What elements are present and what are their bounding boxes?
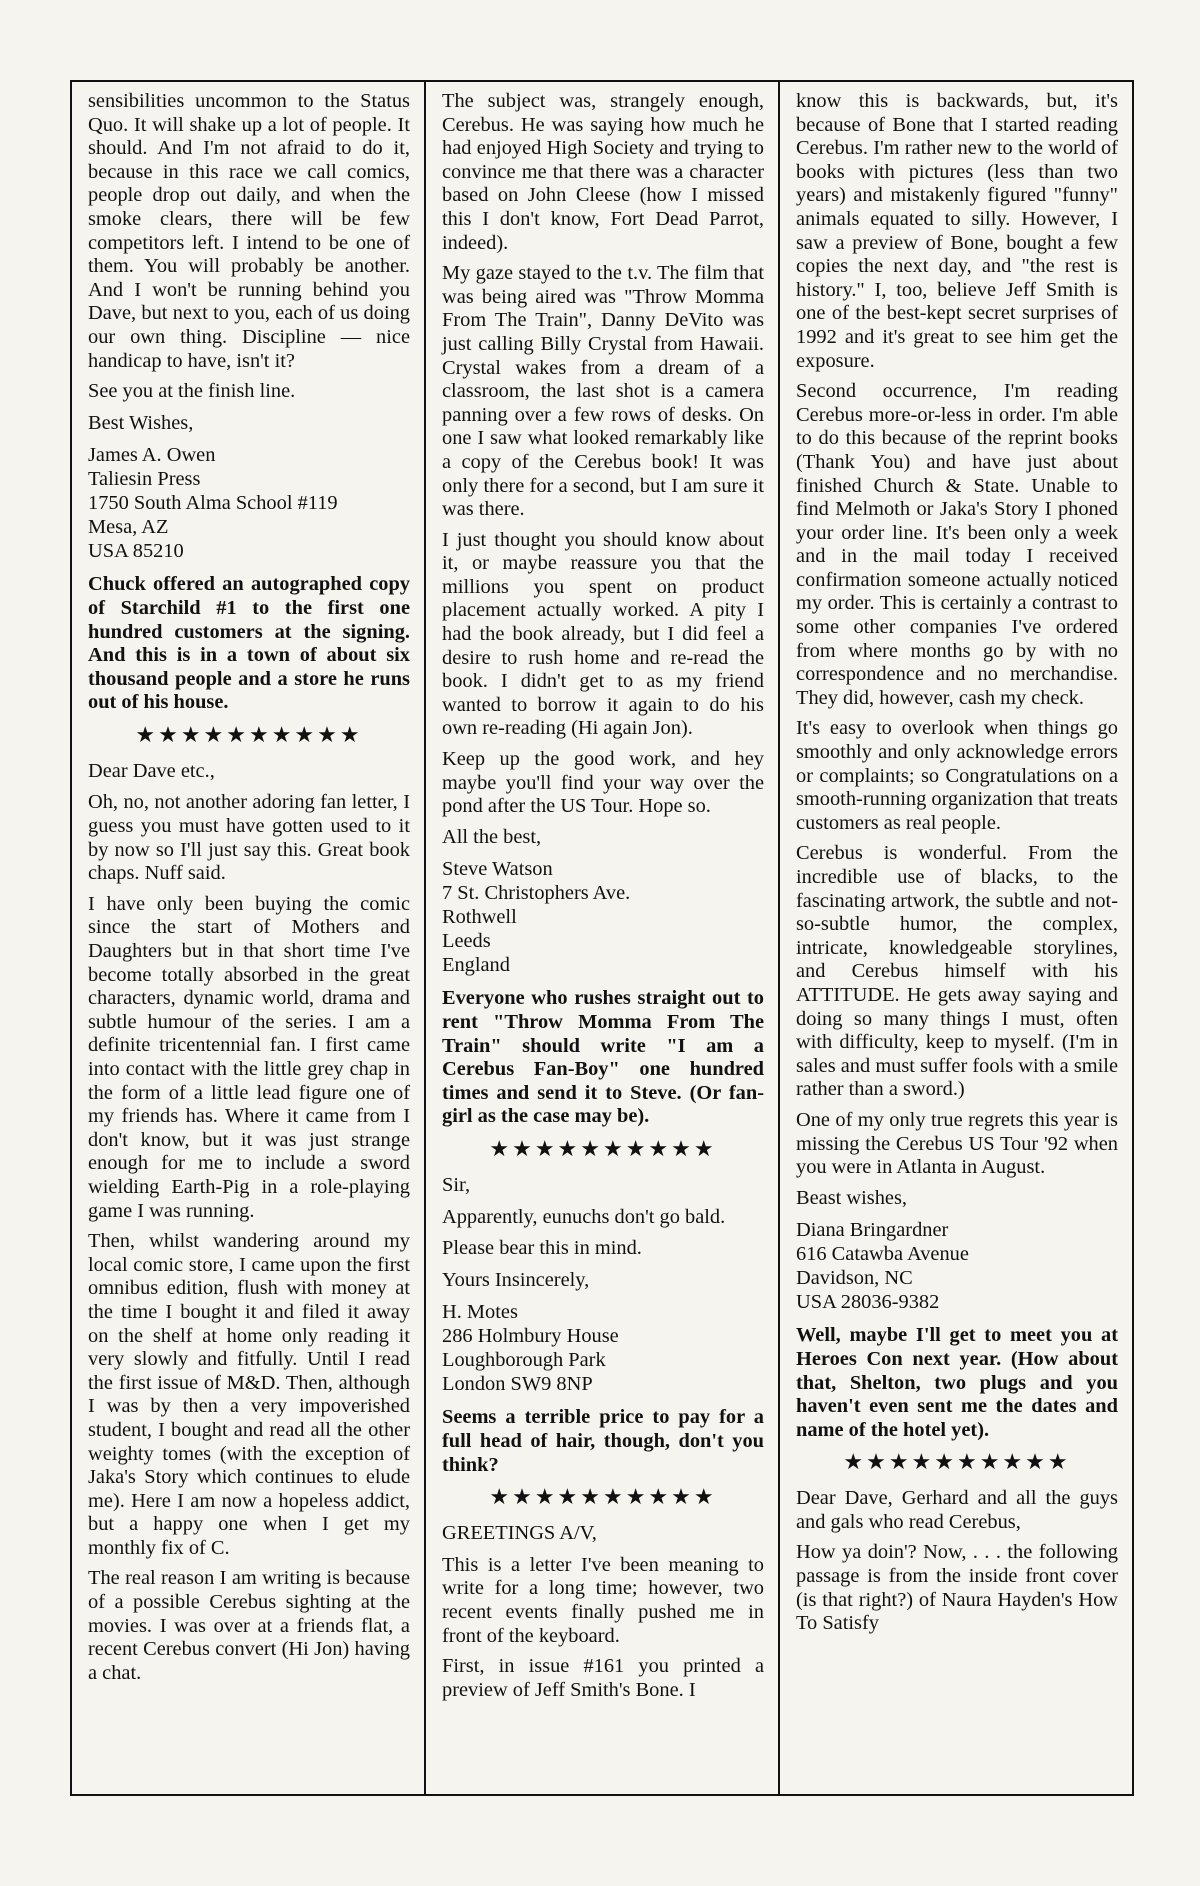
- address-line: James A. Owen: [88, 444, 216, 467]
- letter-paragraph: First, in issue #161 you printed a preview of Jeff Smith's Bone. I: [442, 1655, 764, 1701]
- letter-paragraph: I just thought you should know about it, or maybe reassure you that the millions you spent on product placement actually worked. A pity I had the book already, but I did feel a desire to rush home and re-read the book. I didn't get to as my friend wanted to borrow it again to do his own re-reading (Hi again Jon).: [442, 528, 764, 740]
- letter-paragraph: Cerebus is wonderful. From the incredible use of blacks, to the fascinating artwork, the subtle and not-so-subtle humor, the complex, intricate, knowledgeable storylines, and Cerebus himself with his ATTITUDE. He gets away saying and doing so many things I must, often with difficulty, keep to myself. (I'm in sales and must suffer fools with a smile rather than a sword.): [796, 842, 1118, 1101]
- address-line: Steve Watson: [442, 858, 553, 881]
- address-line: USA 85210: [88, 540, 184, 563]
- address-line: Leeds: [442, 930, 491, 953]
- letter-paragraph: Oh, no, not another adoring fan letter, I guess you must have gotten used to it by now so I'll just say this. Great book chaps. Nuff said.: [88, 791, 410, 885]
- letter-signoff: All the best,: [442, 825, 542, 848]
- letter-paragraph: The subject was, strangely enough, Cerebus. He was saying how much he had enjoyed High Society and trying to convince me that there was a character based on John Cleese (how I missed this I don't know, Fort Dead Parrot, indeed).: [442, 90, 764, 254]
- letter-paragraph: It's easy to overlook when things go smoothly and only acknowledge errors or complaints; so Congratulations on a smooth-running organization that treats customers as real people.: [796, 717, 1118, 834]
- letter-paragraph: Apparently, eunuchs don't go bald.: [442, 1205, 726, 1228]
- letter-paragraph: Then, whilst wandering around my local comic store, I came upon the first omnibus edition, flush with money at the time I bought it and filed it away on the shelf at home only reading it very slowly and fitfully. Until I read the first issue of M&D. Then, although I was by then a very impoverished student, I bought and read all the other weighty tomes (with the exception of Jaka's Story which continues to elude me). Here I am now a hopeless addict, but a happy one when I get my monthly fix of C.: [88, 1230, 410, 1559]
- star-divider: ★★★★★★★★★★: [843, 1449, 1071, 1475]
- star-divider: ★★★★★★★★★★: [135, 721, 363, 747]
- letter-paragraph: This is a letter I've been meaning to write for a long time; however, two recent events finally pushed me in front of the keyboard.: [442, 1553, 764, 1647]
- letter-paragraph: How ya doin'? Now, . . . the following passage is from the inside front cover (is that right?) of Naura Hayden's How To Satisfy: [796, 1541, 1118, 1635]
- letter-paragraph: Please bear this in mind.: [442, 1237, 642, 1260]
- address-line: 616 Catawba Avenue: [796, 1243, 969, 1266]
- address-line: Taliesin Press: [88, 468, 201, 491]
- letter-paragraph: sensibilities uncommon to the Status Quo. It will shake up a lot of people. It should. And I'm not afraid to do it, because in this race we call comics, people drop out daily, and when the smoke clears, there will be few competitors left. I intend to be one of them. You will probably be another. And I won't be running behind you Dave, but next to you, each of us doing our own thing. Discipline — nice handicap to have, isn't it?: [88, 90, 410, 372]
- address-line: USA 28036-9382: [796, 1291, 940, 1314]
- column-3: [778, 82, 1132, 1794]
- address-line: Diana Bringardner: [796, 1219, 949, 1242]
- letter-address: [796, 1218, 1118, 1314]
- address-line: Mesa, AZ: [88, 516, 169, 539]
- letter-paragraph: My gaze stayed to the t.v. The film that was being aired was "Throw Momma From The Train", Danny DeVito was just calling Billy Crystal from Hawaii. Crystal wakes from a dream of a classroom, the last shot is a camera panning over a few rows of desks. On one I saw what looked remarkably like a copy of the Cerebus book! It was only there for a second, but I am sure it was there.: [442, 262, 764, 521]
- star-divider: ★★★★★★★★★★: [489, 1484, 717, 1510]
- letter-paragraph: The real reason I am writing is because of a possible Cerebus sighting at the movies. I was over at a friends flat, a recent Cerebus convert (Hi Jon) having a chat.: [88, 1567, 410, 1684]
- letters-page: [70, 80, 1134, 1796]
- letter-paragraph: I have only been buying the comic since the start of Mothers and Daughters but in that short time I've become totally absorbed in the great characters, dynamic world, drama and subtle humour of the series. I am a definite tricentennial fan. I first came into contact with the little grey chap in the form of a little lead figure one of my friends has. Where it came from I don't know, but it was just strange enough for me to include a sword wielding Earth-Pig in a role-playing game I was running.: [88, 892, 410, 1222]
- address-line: Davidson, NC: [796, 1267, 913, 1290]
- editor-reply: Seems a terrible price to pay for a full head of hair, though, don't you think?: [442, 1406, 764, 1476]
- letter-signoff: Yours Insincerely,: [442, 1268, 590, 1291]
- letter-signoff: Beast wishes,: [796, 1186, 908, 1209]
- editor-reply: Everyone who rushes straight out to rent "Throw Momma From The Train" should write "I am a Cerebus Fan-Boy" one hundred times and send it to Steve. (Or fan-girl as the case may be).: [442, 987, 764, 1128]
- letter-address: [442, 857, 764, 977]
- letter-salutation: Dear Dave etc.,: [88, 759, 215, 782]
- letter-paragraph: Second occurrence, I'm reading Cerebus more-or-less in order. I'm able to do this because of the reprint books (Thank You) and have just about finished Church & State. Unable to find Melmoth or Jaka's Story I phoned your order line. It's been only a week and in the mail today I received confirmation someone actually noticed my order. This is certainly a contrast to some other companies I've ordered from where months go by with no correspondence and no merchandise. They did, however, cash my check.: [796, 380, 1118, 709]
- editor-reply: Chuck offered an autographed copy of Starchild #1 to the first one hundred customers at the signing. And this is in a town of about six thousand people and a store he runs out of his house.: [88, 573, 410, 714]
- address-line: 1750 South Alma School #119: [88, 492, 338, 515]
- star-divider: ★★★★★★★★★★: [489, 1135, 717, 1161]
- address-line: England: [442, 954, 510, 977]
- address-line: London SW9 8NP: [442, 1373, 593, 1396]
- column-2: [424, 82, 778, 1794]
- letter-paragraph: know this is backwards, but, it's because of Bone that I started reading Cerebus. I'm rather new to the world of books with pictures (less than two years) and mistakenly figured "funny" animals equated to silly. However, I saw a preview of Bone, bought a few copies the next day, and "the rest is history." I, too, believe Jeff Smith is one of the best-kept secret surprises of 1992 and it's great to see him get the exposure.: [796, 90, 1118, 372]
- address-line: Rothwell: [442, 906, 517, 929]
- letter-paragraph: Keep up the good work, and hey maybe you'll find your way over the pond after the US Tour. Hope so.: [442, 748, 764, 818]
- letter-signoff: Best Wishes,: [88, 411, 194, 434]
- letter-salutation: GREETINGS A/V,: [442, 1522, 597, 1545]
- address-line: H. Motes: [442, 1301, 518, 1324]
- letter-address: [88, 443, 410, 563]
- letter-paragraph: See you at the finish line.: [88, 380, 296, 403]
- column-1: [72, 82, 424, 1794]
- editor-reply: Well, maybe I'll get to meet you at Heroes Con next year. (How about that, Shelton, two plugs and you haven't even sent me the dates and name of the hotel yet).: [796, 1324, 1118, 1441]
- letter-salutation: Sir,: [442, 1173, 471, 1196]
- address-line: 286 Holmbury House: [442, 1325, 619, 1348]
- address-line: 7 St. Christophers Ave.: [442, 882, 631, 905]
- letter-address: [442, 1300, 764, 1396]
- letter-paragraph: One of my only true regrets this year is missing the Cerebus US Tour '92 when you were in Atlanta in August.: [796, 1108, 1118, 1179]
- letter-salutation: Dear Dave, Gerhard and all the guys and gals who read Cerebus,: [796, 1487, 1118, 1533]
- address-line: Loughborough Park: [442, 1349, 606, 1372]
